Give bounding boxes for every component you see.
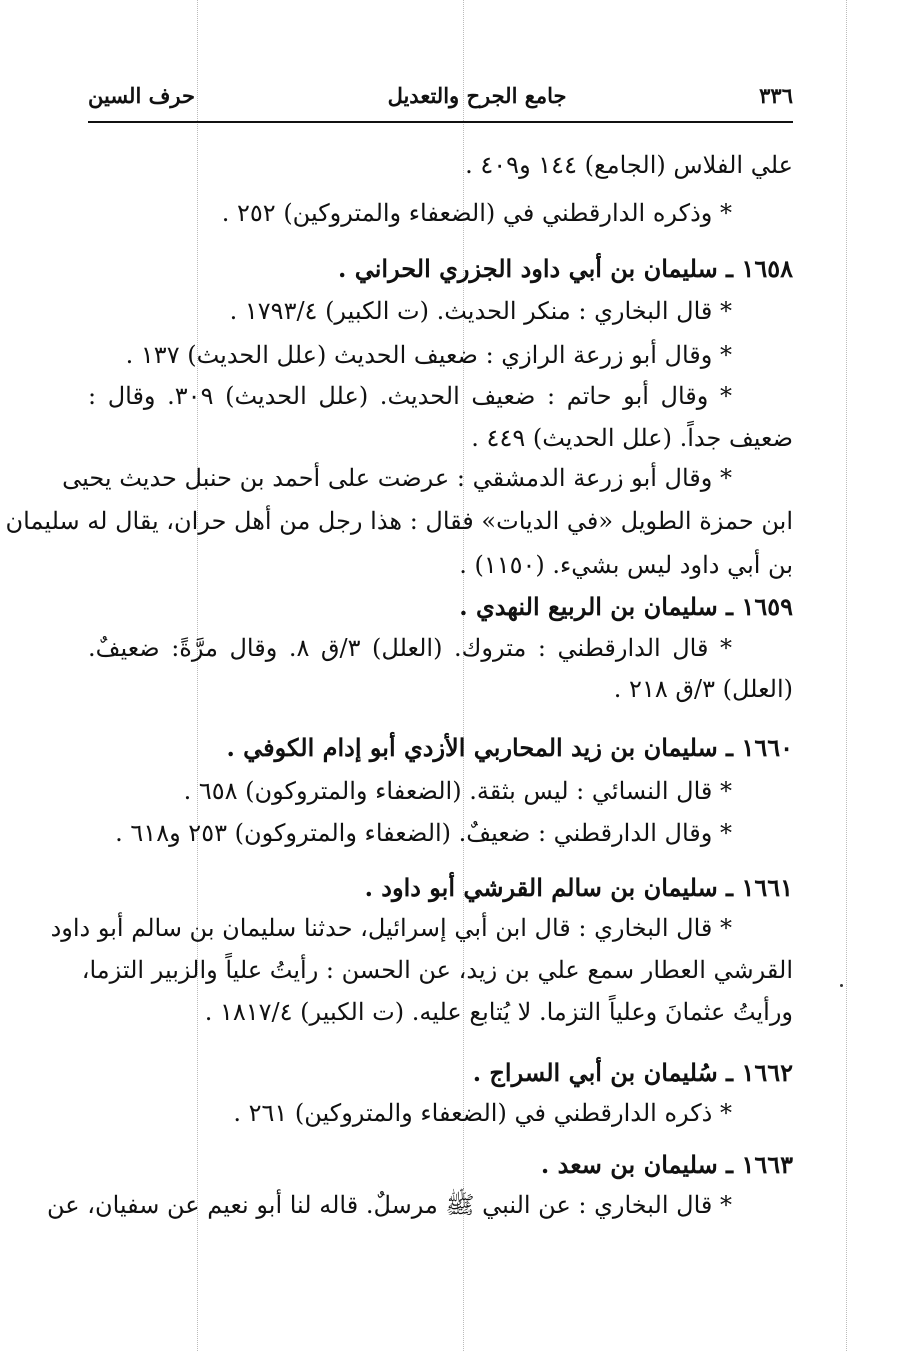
ink-speck — [840, 984, 843, 987]
entry-heading-1660: ١٦٦٠ ـ سليمان بن زيد المحاربي الأزدي أبو إدام الكوفي . — [226, 733, 793, 762]
text-line: * وقال الدارقطني : ضعيفٌ. (الضعفاء والمتروكون) ٢٥٣ و٦١٨ . — [115, 819, 732, 847]
text-line: * قال البخاري : قال ابن أبي إسرائيل، حدثنا سليمان بن سالم أبو داود — [50, 914, 732, 942]
book-title: جامع الجرح والتعديل — [387, 83, 567, 108]
text-line: * قال النسائي : ليس بثقة. (الضعفاء والمتروكون) ٦٥٨ . — [183, 777, 732, 805]
header-rule — [88, 121, 793, 123]
entry-heading-1663: ١٦٦٣ ـ سليمان بن سعد . — [540, 1150, 793, 1179]
scan-guide-line — [846, 0, 847, 1351]
section-title: حرف السين — [88, 83, 195, 108]
text-line: * قال الدارقطني : متروك. (العلل) ٣/ق ٨. وقال مرَّةً: ضعيفٌ. — [88, 634, 732, 662]
text-line: * وقال أبو زرعة الدمشقي : عرضت على أحمد بن حنبل حديث يحيى — [62, 464, 732, 492]
text-line: القرشي العطار سمع علي بن زيد، عن الحسن : رأيتُ علياً والزبير التزما، — [81, 956, 793, 984]
text-line: ورأيتُ عثمانَ وعلياً التزما. لا يُتابع عليه. (ت الكبير) ١٨١٧/٤ . — [204, 998, 793, 1026]
entry-heading-1661: ١٦٦١ ـ سليمان بن سالم القرشي أبو داود . — [364, 873, 793, 902]
text-line: (العلل) ٣/ق ٢١٨ . — [613, 675, 793, 703]
text-line: بن أبي داود ليس بشيء. (١١٥٠) . — [459, 551, 793, 579]
scan-guide-line — [197, 0, 198, 1351]
entry-heading-1658: ١٦٥٨ ـ سليمان بن أبي داود الجزري الحراني . — [338, 254, 793, 283]
text-line: * قال البخاري : عن النبي ﷺ مرسلٌ. قاله لنا أبو نعيم عن سفيان، عن — [47, 1191, 732, 1219]
text-line: ابن حمزة الطويل «في الديات» فقال : هذا رجل من أهل حران، يقال له سليمان — [5, 507, 793, 535]
text-line: * وقال أبو حاتم : ضعيف الحديث. (علل الحديث) ٣٠٩. وقال : — [88, 382, 732, 410]
page-header — [88, 68, 793, 108]
entry-heading-1662: ١٦٦٢ ـ سُليمان بن أبي السراج . — [472, 1058, 793, 1087]
entry-heading-1659: ١٦٥٩ ـ سليمان بن الربيع النهدي . — [459, 592, 793, 621]
text-line: * قال البخاري : منكر الحديث. (ت الكبير) ١٧٩٣/٤ . — [229, 297, 732, 325]
text-line: * وقال أبو زرعة الرازي : ضعيف الحديث (علل الحديث) ١٣٧ . — [125, 341, 732, 369]
text-line: * ذكره الدارقطني في (الضعفاء والمتروكين) ٢٦١ . — [233, 1099, 732, 1127]
page-number: ٣٣٦ — [759, 83, 793, 108]
text-line: ضعيف جداً. (علل الحديث) ٤٤٩ . — [471, 424, 793, 452]
text-line: * وذكره الدارقطني في (الضعفاء والمتروكين) ٢٥٢ . — [221, 199, 732, 227]
text-line: علي الفلاس (الجامع) ١٤٤ و٤٠٩ . — [465, 151, 793, 179]
